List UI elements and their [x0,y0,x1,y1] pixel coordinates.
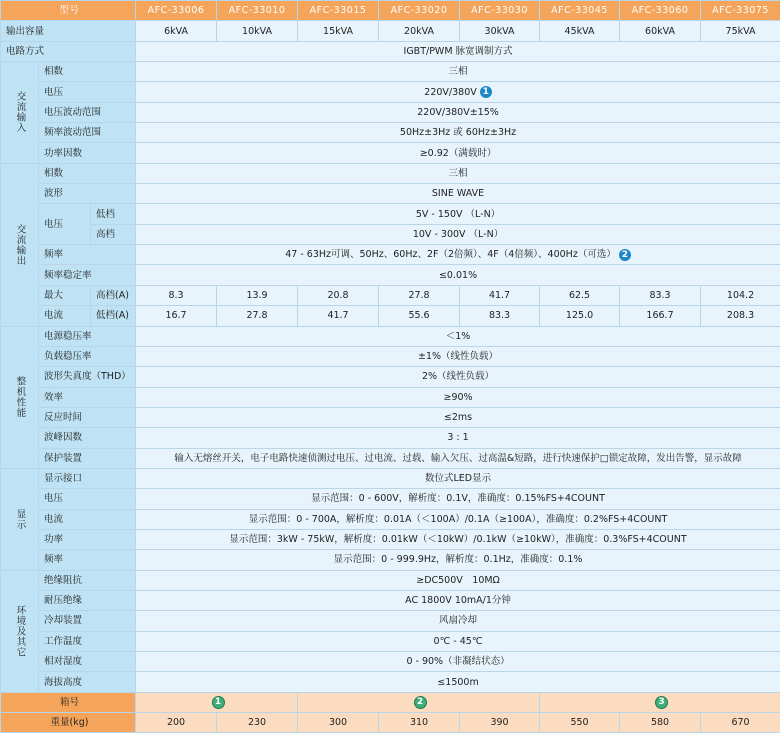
sub-label: 高档 [91,224,136,244]
row-value: ≥90% [136,387,780,407]
row-label: 反应时间 [39,407,136,427]
ac-output-group-label: 交流输出 [1,163,39,326]
performance-row [1,448,780,468]
ac-output-row [1,184,780,204]
sub-label: 低档 [91,204,136,224]
circuit-row [1,41,780,61]
row-label: 电流 [39,509,136,529]
model-name: AFC-33010 [217,1,298,21]
ac-output-row [1,265,780,285]
capacity-value: 30kVA [460,21,540,41]
capacity-value: 15kVA [298,21,379,41]
display-group-label: 显示 [1,468,39,570]
value-text: 220V/380V [424,87,476,98]
current-value: 166.7 [620,306,701,326]
display-row [1,550,780,570]
model-name: AFC-33045 [540,1,620,21]
row-value: ≥DC500V 10MΩ [136,570,780,590]
row-value [136,82,780,102]
row-value: 0 - 90%（非凝结状态） [136,652,780,672]
value-text: 47 - 63Hz可调、50Hz、60Hz、2F（2倍频）、4F（4倍频）、400Hz（可选） [285,249,616,260]
performance-row [1,326,780,346]
current-value: 83.3 [620,285,701,305]
weight-label: 重量(kg) [1,713,136,733]
model-name: AFC-33030 [460,1,540,21]
max-current-low-row [1,306,780,326]
case-label: 箱号 [1,692,136,712]
performance-row [1,346,780,366]
row-value: SINE WAVE [136,184,780,204]
weight-value: 200 [136,713,217,733]
row-label: 工作温度 [39,631,136,651]
model-name: AFC-33015 [298,1,379,21]
weight-row [1,713,780,733]
row-label: 最大 [39,285,91,305]
row-value [136,245,780,265]
environment-row [1,672,780,692]
capacity-label: 输出容量 [1,21,136,41]
weight-value: 670 [701,713,780,733]
row-value: 3 : 1 [136,428,780,448]
case-row [1,692,780,712]
row-label: 相对湿度 [39,652,136,672]
row-label: 显示接口 [39,468,136,488]
capacity-value: 45kVA [540,21,620,41]
weight-value: 300 [298,713,379,733]
capacity-value: 60kVA [620,21,701,41]
row-value: ≤0.01% [136,265,780,285]
circuit-value: IGBT/PWM 脉宽调制方式 [136,41,780,61]
row-value: ≤2ms [136,407,780,427]
row-label: 波峰因数 [39,428,136,448]
row-value: ≤1500m [136,672,780,692]
case-value [298,692,540,712]
note-marker-2-icon: 2 [619,249,631,261]
row-label: 波形失真度（THD） [39,367,136,387]
row-value: ＜1% [136,326,780,346]
note-marker-1-icon: 1 [480,86,492,98]
display-row [1,468,780,488]
row-label: 电源稳压率 [39,326,136,346]
weight-value: 390 [460,713,540,733]
ac-input-row [1,123,780,143]
row-value: 三相 [136,163,780,183]
row-label: 保护装置 [39,448,136,468]
row-value: 显示范围：3kW - 75kW，解析度：0.01kW（＜10kW）/0.1kW（≥10kW），准确度：0.3%FS+4COUNT [136,529,780,549]
environment-group-label: 环境及其它 [1,570,39,692]
model-label: 型号 [1,1,136,21]
sub-label: 低档(A) [91,306,136,326]
ac-output-row [1,204,780,224]
case-value [540,692,780,712]
capacity-value: 20kVA [379,21,460,41]
current-value: 83.3 [460,306,540,326]
environment-row [1,590,780,610]
current-value: 8.3 [136,285,217,305]
capacity-value: 75kVA [701,21,780,41]
row-label: 频率波动范围 [39,123,136,143]
case-1-icon: 1 [212,696,225,709]
performance-group-label: 整机性能 [1,326,39,468]
model-name: AFC-33060 [620,1,701,21]
environment-row [1,570,780,590]
ac-input-row [1,143,780,163]
sub-label: 高档(A) [91,285,136,305]
environment-row [1,631,780,651]
row-value: 2%（线性负载） [136,367,780,387]
row-value: ≥0.92（满载时） [136,143,780,163]
row-label: 频率 [39,550,136,570]
current-value: 62.5 [540,285,620,305]
weight-value: 580 [620,713,701,733]
row-label: 冷却装置 [39,611,136,631]
performance-row [1,428,780,448]
row-value: 0℃ - 45℃ [136,631,780,651]
row-label: 相数 [39,62,136,82]
row-label: 电压波动范围 [39,102,136,122]
ac-input-row [1,62,780,82]
case-value [136,692,298,712]
row-label: 耐压绝缘 [39,590,136,610]
row-value: 风扇冷却 [136,611,780,631]
row-value: 输入无熔丝开关，电子电路快速侦测过电压、过电流、过载、输入欠压、过高温&短路，进行快速保护□锁定故障，发出告警，显示故障 [136,448,780,468]
ac-output-row [1,224,780,244]
current-value: 13.9 [217,285,298,305]
display-row [1,489,780,509]
row-value: 50Hz±3Hz 或 60Hz±3Hz [136,123,780,143]
row-label: 电压 [39,204,91,245]
row-value: ±1%（线性负载） [136,346,780,366]
ac-input-group-label: 交流输入 [1,62,39,164]
row-label: 电压 [39,82,136,102]
circuit-label: 电路方式 [1,41,136,61]
current-value: 208.3 [701,306,780,326]
weight-value: 310 [379,713,460,733]
row-value: 显示范围：0 - 600V，解析度：0.1V，准确度：0.15%FS+4COUNT [136,489,780,509]
row-value: 10V - 300V （L-N） [136,224,780,244]
capacity-value: 10kVA [217,21,298,41]
row-label: 频率稳定率 [39,265,136,285]
row-value: 220V/380V±15% [136,102,780,122]
weight-value: 550 [540,713,620,733]
row-label: 电压 [39,489,136,509]
ac-input-row [1,102,780,122]
ac-input-row [1,82,780,102]
performance-row [1,387,780,407]
row-value: 数位式LED显示 [136,468,780,488]
model-name: AFC-33075 [701,1,780,21]
row-label: 波形 [39,184,136,204]
row-label: 功率因数 [39,143,136,163]
row-value: 显示范围：0 - 999.9Hz，解析度：0.1Hz，准确度：0.1% [136,550,780,570]
capacity-row [1,21,780,41]
row-label: 电流 [39,306,91,326]
current-value: 41.7 [460,285,540,305]
row-label: 绝缘阻抗 [39,570,136,590]
row-label: 海拔高度 [39,672,136,692]
case-3-icon: 3 [655,696,668,709]
model-name: AFC-33006 [136,1,217,21]
current-value: 104.2 [701,285,780,305]
current-value: 16.7 [136,306,217,326]
row-value: 显示范围：0 - 700A，解析度：0.01A（＜100A）/0.1A（≥100A），准确度：0.2%FS+4COUNT [136,509,780,529]
model-header-row [1,1,780,21]
row-label: 负载稳压率 [39,346,136,366]
performance-row [1,407,780,427]
environment-row [1,652,780,672]
performance-row [1,367,780,387]
row-value: AC 1800V 10mA/1分钟 [136,590,780,610]
weight-value: 230 [217,713,298,733]
row-value: 三相 [136,62,780,82]
current-value: 55.6 [379,306,460,326]
display-row [1,509,780,529]
row-label: 相数 [39,163,136,183]
capacity-value: 6kVA [136,21,217,41]
current-value: 27.8 [217,306,298,326]
current-value: 41.7 [298,306,379,326]
display-row [1,529,780,549]
row-label: 频率 [39,245,136,265]
max-current-high-row [1,285,780,305]
current-value: 27.8 [379,285,460,305]
environment-row [1,611,780,631]
ac-output-row [1,245,780,265]
current-value: 125.0 [540,306,620,326]
row-label: 效率 [39,387,136,407]
ac-output-row [1,163,780,183]
row-value: 5V - 150V （L-N） [136,204,780,224]
model-name: AFC-33020 [379,1,460,21]
case-2-icon: 2 [414,696,427,709]
current-value: 20.8 [298,285,379,305]
row-label: 功率 [39,529,136,549]
